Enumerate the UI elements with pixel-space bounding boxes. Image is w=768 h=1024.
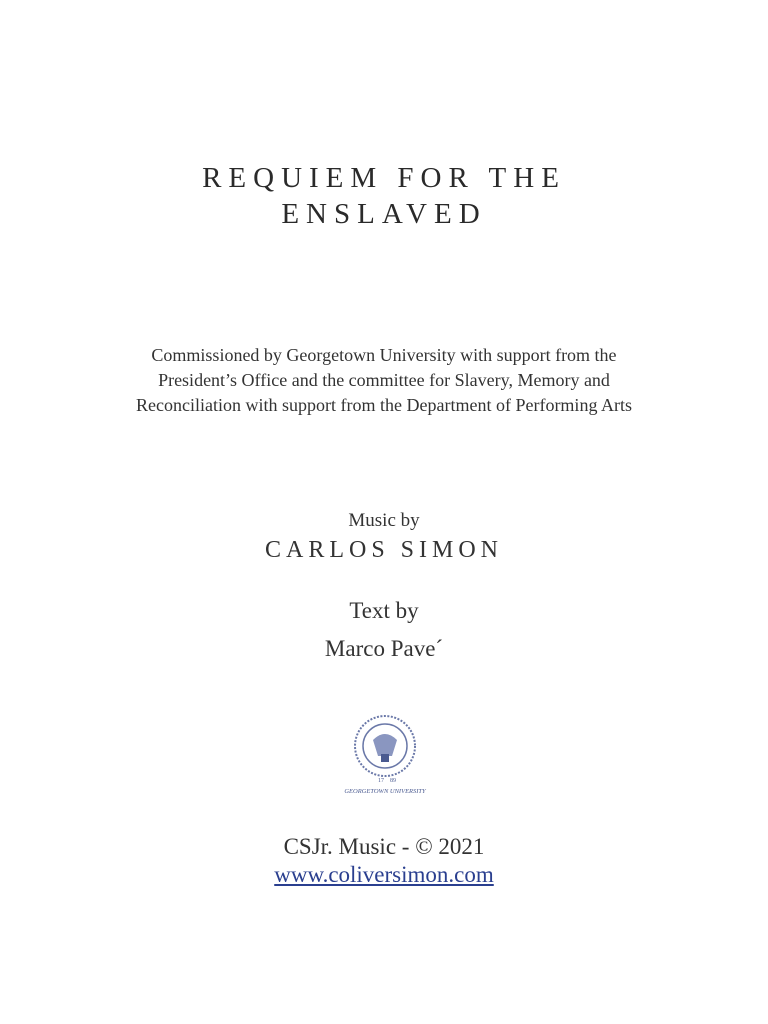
composer-name: CARLOS SIMON [264,537,504,563]
music-by-label: Music by [348,510,420,531]
commission-line: President’s Office and the committee for Slavery, Memory and [158,370,610,390]
title-line-2: ENSLAVED [281,198,487,230]
lyricist-name: Marco Pave´ [324,636,444,661]
commission-line: Reconciliation with support from the Department of Performing Arts [136,395,632,415]
svg-text:17: 17 [378,778,384,784]
commission-text [0,343,768,418]
svg-text:GEORGETOWN UNIVERSITY: GEORGETOWN UNIVERSITY [344,788,426,795]
text-by-label: Text by [349,598,419,623]
svg-text:89: 89 [390,778,396,784]
copyright-text: CSJr. Music - © 2021 [283,834,485,859]
georgetown-seal-logo [340,710,430,800]
title-line-1: REQUIEM FOR THE [202,162,566,194]
commission-line: Commissioned by Georgetown University with support from the [151,345,617,365]
website-link[interactable]: www.coliversimon.com [274,862,494,887]
